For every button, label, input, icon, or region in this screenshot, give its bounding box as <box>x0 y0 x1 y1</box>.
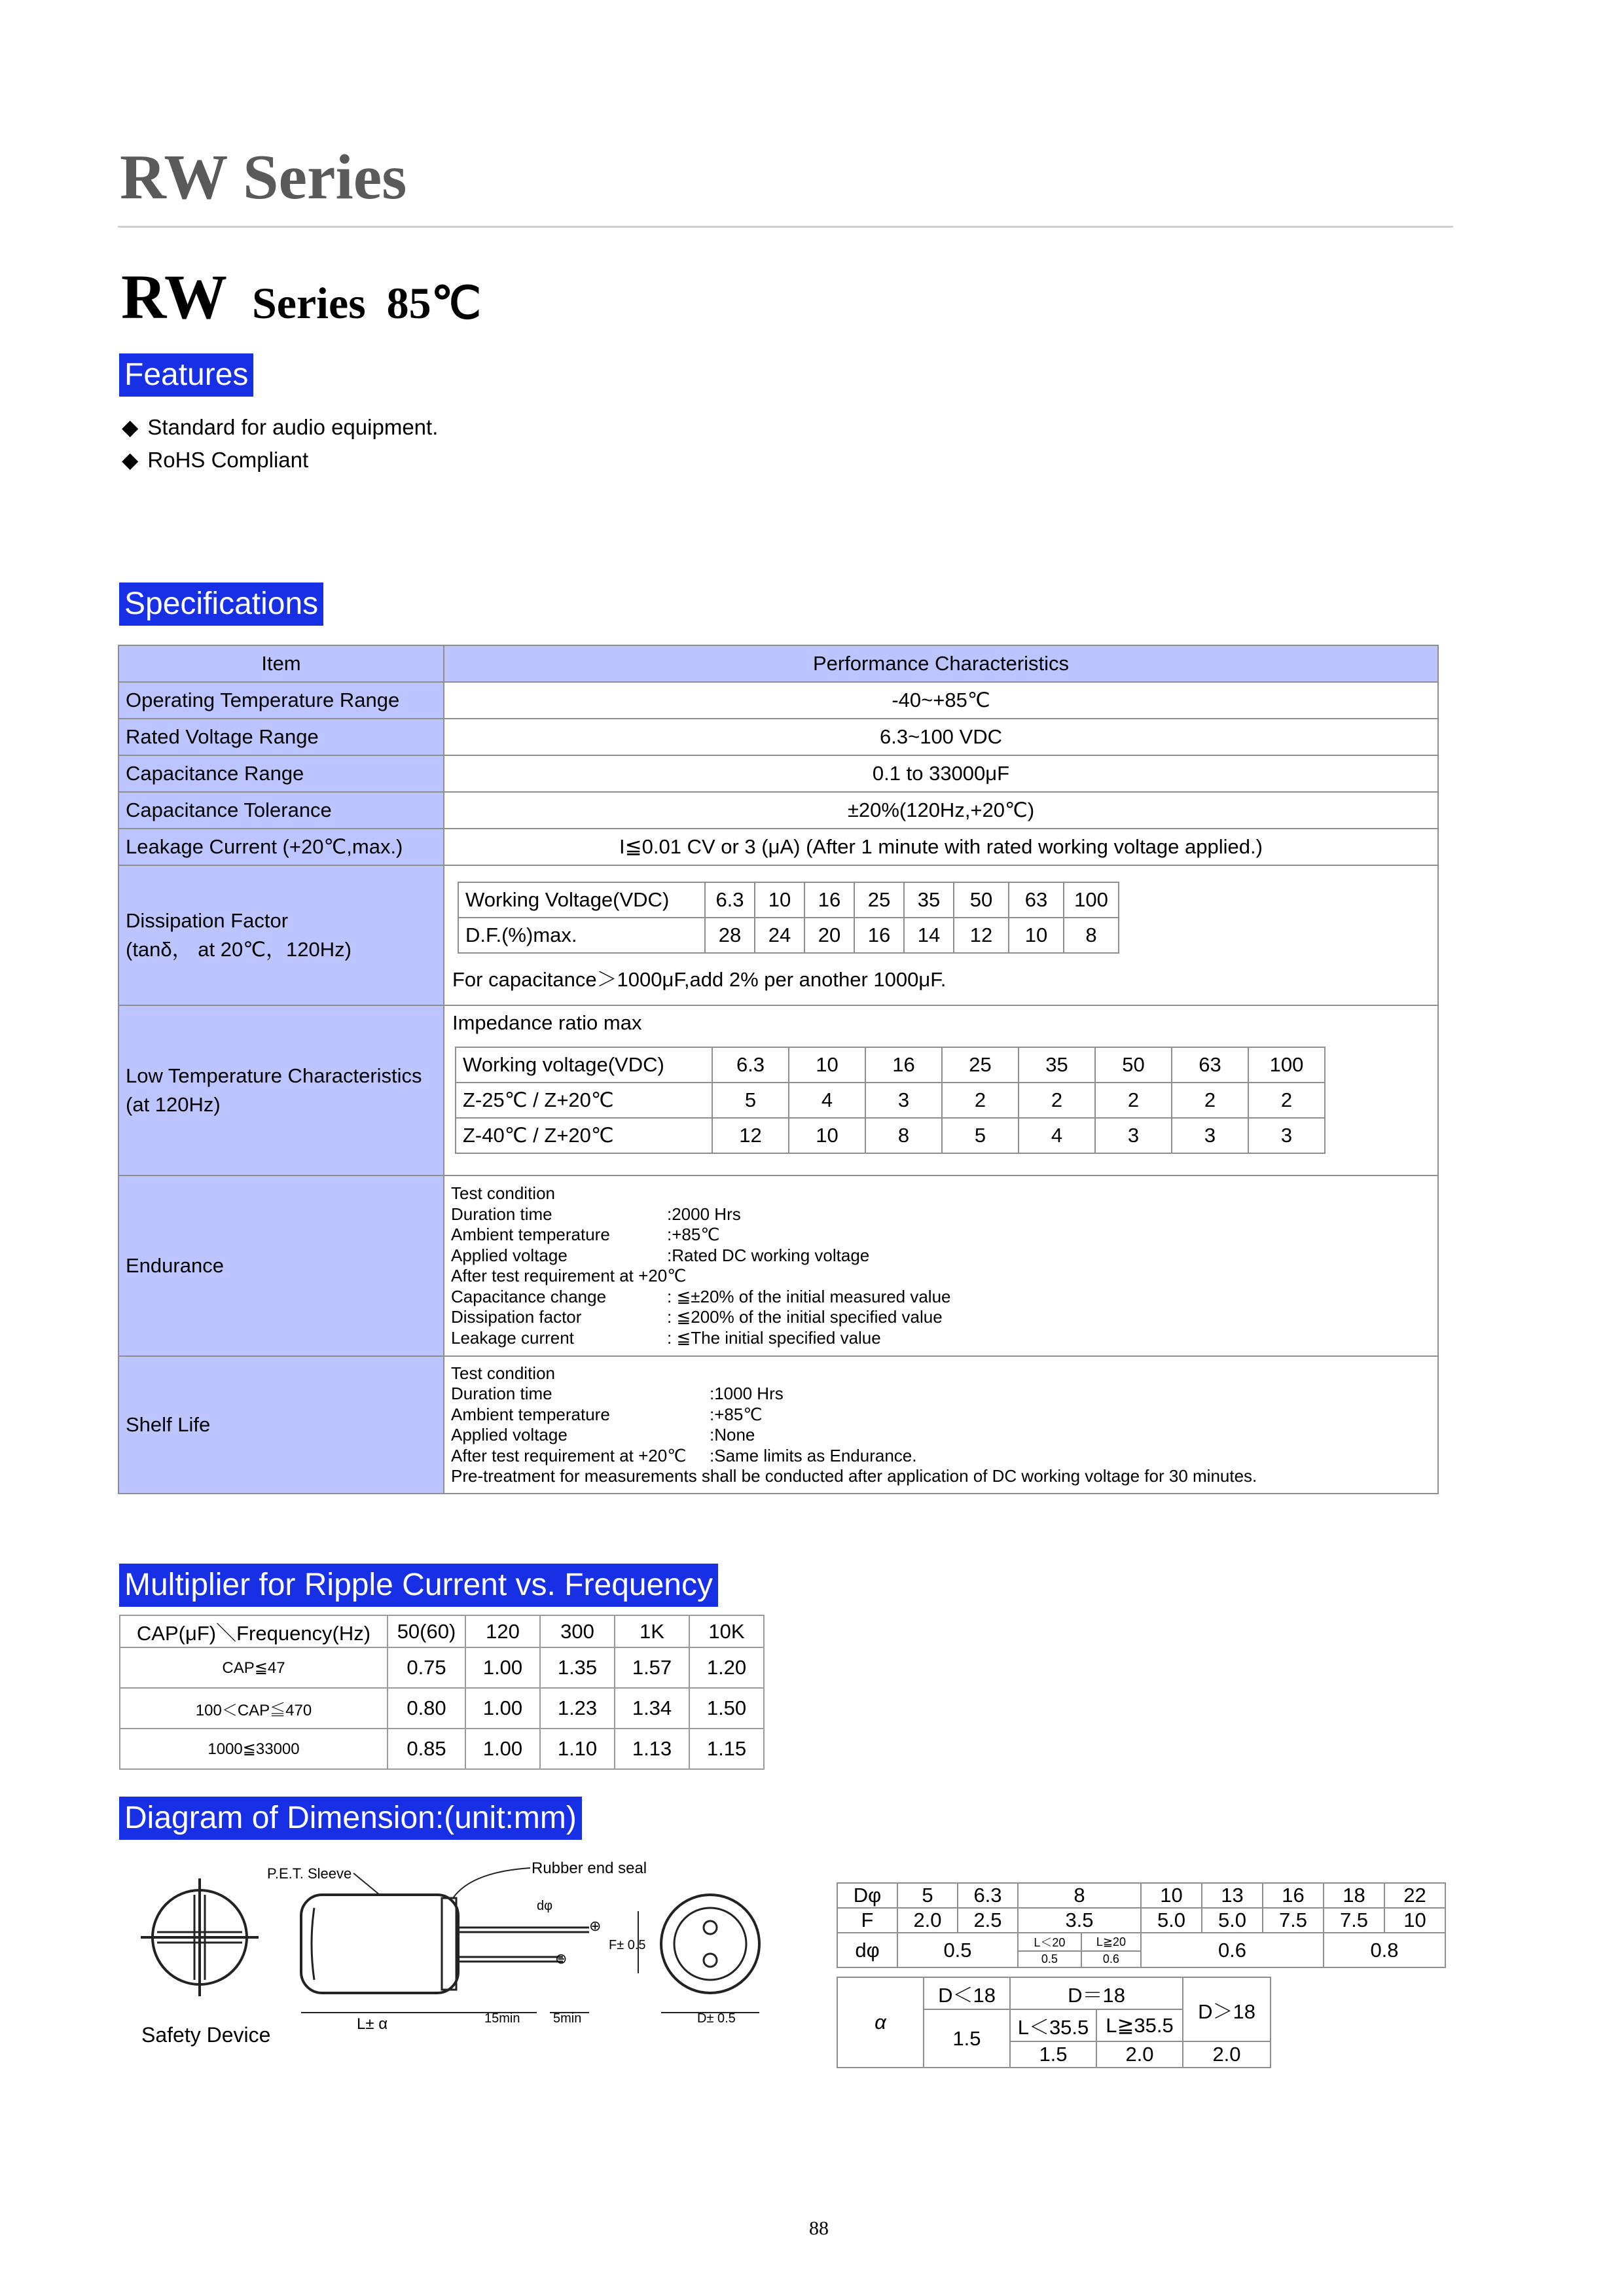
series-temp: 85℃ <box>386 278 482 328</box>
table-row <box>120 1729 764 1769</box>
lead-diameter-label: dφ <box>537 1899 553 1913</box>
ripple-value: 1.57 <box>615 1647 689 1688</box>
ripple-value: 1.20 <box>689 1647 764 1688</box>
page-number: 88 <box>809 2217 829 2239</box>
pet-sleeve-label: P.E.T. Sleeve <box>267 1865 352 1882</box>
shelf-test-condition: Test condition <box>451 1363 555 1383</box>
ripple-value: 1.23 <box>540 1688 615 1729</box>
spec-item: Operating Temperature Range <box>118 682 444 719</box>
table-row <box>837 1883 1445 1908</box>
alpha-l-ge: L≧35.5 <box>1096 2009 1183 2041</box>
df-value: 12 <box>954 918 1009 953</box>
shelf-key: Applied voltage <box>451 1425 568 1444</box>
table-row <box>118 1005 1438 1175</box>
table-row <box>456 1083 1325 1118</box>
length-label: L± α <box>357 2015 388 2033</box>
ripple-value: 1.00 <box>465 1647 540 1688</box>
header-performance: Performance Characteristics <box>444 645 1438 682</box>
table-row <box>837 1977 1271 2009</box>
dim-d8-ge20-label: L≧20 <box>1081 1933 1141 1951</box>
lead-length-5: 5min <box>553 2011 582 2026</box>
df-label: D.F.(%)max. <box>458 918 705 953</box>
endurance-value: : ≦200% of the initial specified value <box>667 1307 943 1327</box>
spec-value: ±20%(120Hz,+20℃) <box>444 792 1438 829</box>
spec-value: -40~+85℃ <box>444 682 1438 719</box>
feature-item: ◆ RoHS Compliant <box>122 444 438 476</box>
spec-item: Endurance <box>118 1175 444 1356</box>
rubber-seal-label: Rubber end seal <box>532 1859 647 1877</box>
lt-value: 3 <box>865 1083 942 1118</box>
ripple-table <box>119 1615 765 1770</box>
safety-device-label: Safety Device <box>141 2023 271 2047</box>
dim-D: 5 <box>897 1883 958 1908</box>
dim-F: 10 <box>1384 1908 1445 1933</box>
table-row <box>837 1933 1445 1951</box>
lt-value: 4 <box>1019 1118 1095 1153</box>
lowtemp-cell <box>444 1005 1438 1175</box>
alpha-col-lt18: D＜18 <box>924 1977 1010 2009</box>
alpha-l-lt: L＜35.5 <box>1010 2009 1096 2041</box>
endurance-value: :+85℃ <box>667 1225 720 1244</box>
ripple-value: 1.00 <box>465 1729 540 1769</box>
alpha-value: 1.5 <box>1010 2041 1096 2068</box>
ripple-cap: CAP≦47 <box>120 1647 388 1688</box>
dissipation-cell <box>444 865 1438 1005</box>
header-item: Item <box>118 645 444 682</box>
ripple-header-freq: 120 <box>465 1615 540 1647</box>
shelf-key: Ambient temperature <box>451 1404 610 1424</box>
table-row <box>118 1356 1438 1494</box>
endurance-value: :2000 Hrs <box>667 1204 741 1224</box>
rubber-seal-pointer <box>453 1868 530 1898</box>
ripple-value: 1.50 <box>689 1688 764 1729</box>
dim-D: 13 <box>1202 1883 1263 1908</box>
lt-value: 10 <box>789 1118 865 1153</box>
dissipation-item-line1: Dissipation Factor <box>126 909 289 932</box>
dim-d: 0.6 <box>1141 1933 1324 1967</box>
dim-d-label: dφ <box>837 1933 897 1967</box>
diameter-label: D± 0.5 <box>697 2011 736 2026</box>
endurance-key: Leakage current <box>451 1327 574 1348</box>
ripple-heading: Multiplier for Ripple Current vs. Frequency <box>119 1564 718 1607</box>
lowtemp-item-line1: Low Temperature Characteristics <box>126 1064 422 1087</box>
df-value: 8 <box>1064 918 1119 953</box>
lt-value: 2 <box>1172 1083 1248 1118</box>
df-voltage: 63 <box>1009 882 1064 918</box>
lt-value: 2 <box>1095 1083 1172 1118</box>
dimension-drawing <box>118 1859 825 2068</box>
lt-value: 2 <box>942 1083 1019 1118</box>
spec-item <box>118 865 444 1005</box>
lead-length-15: 15min <box>484 2011 520 2026</box>
spec-value: 0.1 to 33000μF <box>444 755 1438 792</box>
dim-D: 10 <box>1141 1883 1202 1908</box>
spec-value: I≦0.01 CV or 3 (μA) (After 1 minute with rated working voltage applied.) <box>444 829 1438 865</box>
series-title <box>121 260 481 333</box>
table-row <box>118 755 1438 792</box>
spec-value: 6.3~100 VDC <box>444 719 1438 755</box>
ripple-cap: 1000≦33000 <box>120 1729 388 1769</box>
lt-voltage: 6.3 <box>712 1047 789 1083</box>
safety-device-icon <box>141 1878 259 1996</box>
dissipation-table <box>458 882 1119 954</box>
endurance-cell <box>444 1175 1438 1356</box>
impedance-table <box>455 1047 1326 1154</box>
shelf-key: After test requirement at +20℃ <box>451 1445 687 1465</box>
shelf-value: :None <box>710 1425 755 1444</box>
lt-voltage-label: Working voltage(VDC) <box>456 1047 712 1083</box>
lt-row2-label: Z-40℃ / Z+20℃ <box>456 1118 712 1153</box>
alpha-col-gt18: D＞18 <box>1183 1977 1271 2041</box>
endurance-test-condition: Test condition <box>451 1183 555 1203</box>
ripple-header-freq: 50(60) <box>388 1615 465 1647</box>
table-row <box>118 1175 1438 1356</box>
dim-F: 2.5 <box>958 1908 1018 1933</box>
ripple-header-cap: CAP(μF)＼Frequency(Hz) <box>120 1615 388 1647</box>
table-row <box>118 682 1438 719</box>
ripple-value: 0.85 <box>388 1729 465 1769</box>
lt-value: 4 <box>789 1083 865 1118</box>
shelf-cell <box>444 1356 1438 1494</box>
specifications-table <box>118 645 1439 1494</box>
table-row <box>456 1047 1325 1083</box>
df-voltage: 35 <box>904 882 954 918</box>
dim-D: 8 <box>1018 1883 1141 1908</box>
df-voltage: 10 <box>755 882 804 918</box>
endurance-key: Applied voltage <box>451 1245 568 1265</box>
lt-value: 8 <box>865 1118 942 1153</box>
endurance-after: After test requirement at +20℃ <box>451 1266 687 1285</box>
ripple-value: 1.35 <box>540 1647 615 1688</box>
lead-spacing-label: F± 0.5 <box>609 1938 646 1952</box>
lt-voltage: 100 <box>1248 1047 1325 1083</box>
dim-D: 16 <box>1263 1883 1324 1908</box>
dim-d8-lt20-label: L＜20 <box>1018 1933 1081 1951</box>
df-value: 20 <box>804 918 854 953</box>
dim-D-label: Dφ <box>837 1883 897 1908</box>
table-row <box>458 918 1119 953</box>
endurance-key: Ambient temperature <box>451 1225 610 1244</box>
lt-voltage: 50 <box>1095 1047 1172 1083</box>
table-row <box>120 1688 764 1729</box>
dim-D: 6.3 <box>958 1883 1018 1908</box>
shelf-pretreatment: Pre-treatment for measurements shall be conducted after application of DC working voltage for 30 minutes. <box>451 1466 1257 1486</box>
title-divider <box>118 226 1453 228</box>
alpha-col-eq18: D＝18 <box>1010 1977 1183 2009</box>
spec-item: Capacitance Range <box>118 755 444 792</box>
dimension-table <box>837 1882 1446 1968</box>
df-voltage: 16 <box>804 882 854 918</box>
dim-d: 0.5 <box>897 1933 1018 1967</box>
lt-voltage: 16 <box>865 1047 942 1083</box>
lt-value: 5 <box>712 1083 789 1118</box>
endurance-value: : ≦The initial specified value <box>667 1327 881 1348</box>
series-name: RW <box>121 262 227 332</box>
table-row <box>118 829 1438 865</box>
alpha-value: 1.5 <box>924 2009 1010 2068</box>
impedance-caption: Impedance ratio max <box>452 1011 642 1034</box>
dim-d8-ge20: 0.6 <box>1081 1951 1141 1967</box>
lt-value: 3 <box>1172 1118 1248 1153</box>
spec-item: Shelf Life <box>118 1356 444 1494</box>
dissipation-item-line2: (tanδ， at 20℃，120Hz) <box>126 938 352 961</box>
df-value: 16 <box>854 918 904 953</box>
alpha-label: α <box>837 1977 924 2068</box>
dim-F: 2.0 <box>897 1908 958 1933</box>
lt-value: 3 <box>1248 1118 1325 1153</box>
ripple-value: 1.15 <box>689 1729 764 1769</box>
table-row <box>120 1647 764 1688</box>
table-header-row <box>118 645 1438 682</box>
endurance-value: :Rated DC working voltage <box>667 1245 870 1265</box>
lt-voltage: 25 <box>942 1047 1019 1083</box>
table-row <box>118 865 1438 1005</box>
dim-F: 5.0 <box>1141 1908 1202 1933</box>
spec-item <box>118 1005 444 1175</box>
dim-D: 18 <box>1324 1883 1384 1908</box>
lt-voltage: 10 <box>789 1047 865 1083</box>
dimension-heading: Diagram of Dimension:(unit:mm) <box>119 1797 582 1840</box>
endurance-key: Dissipation factor <box>451 1307 582 1327</box>
ripple-value: 1.10 <box>540 1729 615 1769</box>
ripple-value: 1.00 <box>465 1688 540 1729</box>
minus-terminal: ⊖ <box>555 1950 568 1967</box>
endurance-value: : ≦±20% of the initial measured value <box>667 1286 951 1306</box>
dim-F-label: F <box>837 1908 897 1933</box>
dim-F: 3.5 <box>1018 1908 1141 1933</box>
table-row <box>458 882 1119 918</box>
dim-F: 7.5 <box>1263 1908 1324 1933</box>
df-voltage-label: Working Voltage(VDC) <box>458 882 705 918</box>
dim-d8-lt20: 0.5 <box>1018 1951 1081 1967</box>
dim-d: 0.8 <box>1324 1933 1445 1967</box>
ripple-value: 1.34 <box>615 1688 689 1729</box>
spec-item: Capacitance Tolerance <box>118 792 444 829</box>
ripple-header-freq: 10K <box>689 1615 764 1647</box>
lt-row1-label: Z-25℃ / Z+20℃ <box>456 1083 712 1118</box>
shelf-key: Duration time <box>451 1384 552 1403</box>
dim-F: 5.0 <box>1202 1908 1263 1933</box>
shelf-value: :Same limits as Endurance. <box>710 1445 917 1465</box>
feature-item: ◆ Standard for audio equipment. <box>122 411 438 444</box>
df-voltage: 6.3 <box>705 882 755 918</box>
ripple-header-freq: 300 <box>540 1615 615 1647</box>
dim-F: 7.5 <box>1324 1908 1384 1933</box>
capacitor-end-view <box>661 1895 759 1993</box>
ripple-value: 1.13 <box>615 1729 689 1769</box>
df-voltage: 100 <box>1064 882 1119 918</box>
dim-D: 22 <box>1384 1883 1445 1908</box>
df-voltage: 25 <box>854 882 904 918</box>
features-list <box>122 411 438 476</box>
df-voltage: 50 <box>954 882 1009 918</box>
alpha-value: 2.0 <box>1096 2041 1183 2068</box>
endurance-key: Capacitance change <box>451 1286 607 1306</box>
alpha-table <box>837 1977 1271 2068</box>
lt-voltage: 63 <box>1172 1047 1248 1083</box>
alpha-value: 2.0 <box>1183 2041 1271 2068</box>
df-value: 14 <box>904 918 954 953</box>
ripple-value: 0.80 <box>388 1688 465 1729</box>
ripple-value: 0.75 <box>388 1647 465 1688</box>
specifications-heading: Specifications <box>119 583 323 626</box>
plus-terminal: ⊕ <box>589 1918 602 1934</box>
lt-value: 5 <box>942 1118 1019 1153</box>
spec-item: Leakage Current (+20℃,max.) <box>118 829 444 865</box>
endurance-key: Duration time <box>451 1204 552 1224</box>
features-heading: Features <box>119 353 253 397</box>
df-value: 28 <box>705 918 755 953</box>
df-value: 10 <box>1009 918 1064 953</box>
table-row <box>456 1118 1325 1153</box>
lt-voltage: 35 <box>1019 1047 1095 1083</box>
table-header-row <box>120 1615 764 1647</box>
page-title: RW Series <box>120 142 407 213</box>
lowtemp-item-line2: (at 120Hz) <box>126 1093 221 1116</box>
series-word: Series <box>251 278 366 328</box>
shelf-value: :+85℃ <box>710 1404 763 1424</box>
pet-sleeve-pointer <box>353 1873 380 1895</box>
df-value: 24 <box>755 918 804 953</box>
ripple-cap: 100＜CAP≦470 <box>120 1688 388 1729</box>
table-row <box>118 719 1438 755</box>
table-row <box>118 792 1438 829</box>
df-note: For capacitance＞1000μF,add 2% per another 1000μF. <box>452 967 947 991</box>
ripple-header-freq: 1K <box>615 1615 689 1647</box>
lt-value: 3 <box>1095 1118 1172 1153</box>
lt-value: 12 <box>712 1118 789 1153</box>
lt-value: 2 <box>1019 1083 1095 1118</box>
table-row <box>837 1908 1445 1933</box>
spec-item: Rated Voltage Range <box>118 719 444 755</box>
lt-value: 2 <box>1248 1083 1325 1118</box>
shelf-value: :1000 Hrs <box>710 1384 784 1403</box>
